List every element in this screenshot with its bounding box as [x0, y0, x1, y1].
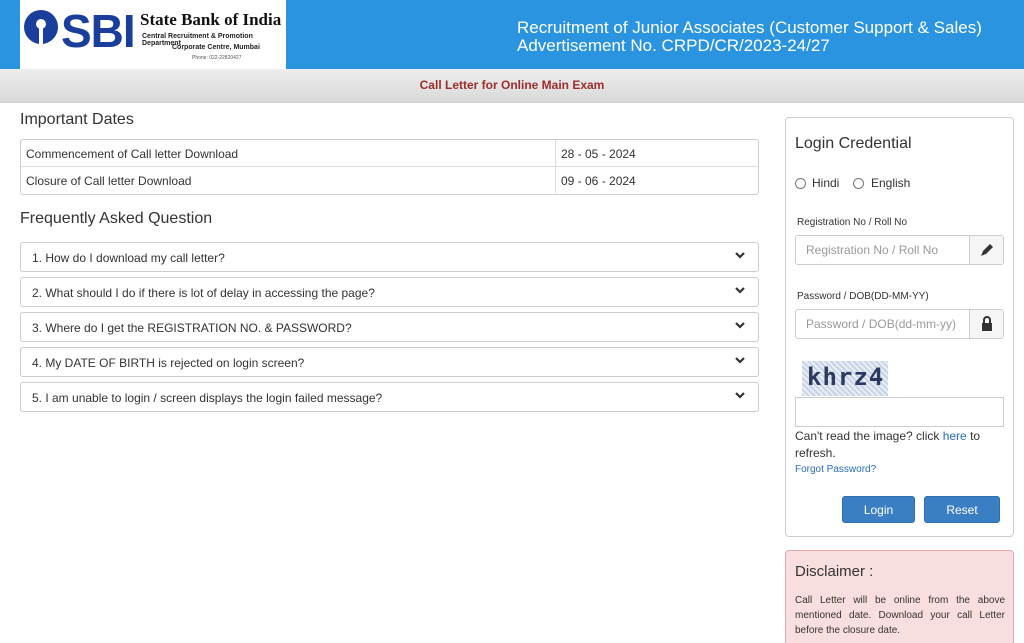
- faq-heading: Frequently Asked Question: [20, 210, 213, 227]
- chevron-down-icon: [734, 319, 746, 331]
- sbi-logo-icon: [24, 10, 58, 44]
- login-button[interactable]: Login: [842, 496, 915, 523]
- page-title: Call Letter for Online Main Exam: [419, 78, 605, 92]
- disclaimer-text: Call Letter will be online from the above mentioned date. Download your call Letter before the closure date.: [795, 595, 1005, 636]
- chevron-down-icon: [734, 284, 746, 296]
- password-field-group: [795, 309, 1004, 339]
- captcha-input[interactable]: [795, 397, 1004, 427]
- registration-field-group: [795, 235, 1004, 265]
- faq-question: 5. I am unable to login / screen displays the login failed message?: [32, 391, 383, 405]
- faq-item-delay[interactable]: [20, 277, 759, 307]
- date-row: [21, 140, 758, 167]
- disclaimer-title: Disclaimer :: [795, 563, 874, 580]
- header-bar: [0, 0, 1024, 69]
- date-label: Commencement of Call letter Download: [26, 147, 239, 161]
- radio-english[interactable]: [853, 178, 864, 189]
- registration-label: Registration No / Roll No: [797, 217, 908, 228]
- captcha-image: [802, 361, 888, 396]
- faq-question: 2. What should I do if there is lot of delay in accessing the page?: [32, 286, 375, 300]
- disclaimer-box: [785, 550, 1014, 643]
- chevron-down-icon: [734, 389, 746, 401]
- faq-question: 4. My DATE OF BIRTH is rejected on login screen?: [32, 356, 305, 370]
- bank-department: Central Recruitment & Promotion Department: [142, 33, 253, 47]
- bank-name: State Bank of India: [140, 10, 282, 29]
- password-input[interactable]: [796, 310, 970, 338]
- password-label: Password / DOB(DD-MM-YY): [797, 291, 929, 302]
- date-row: [21, 167, 758, 194]
- captcha-refresh-link[interactable]: here: [942, 429, 967, 443]
- registration-input[interactable]: [796, 236, 970, 264]
- sbi-logo-text: SBI: [61, 5, 135, 57]
- sub-title-bar: [0, 69, 1024, 103]
- faq-question: 3. Where do I get the REGISTRATION NO. & PASSWORD?: [32, 321, 352, 335]
- faq-question: 1. How do I download my call letter?: [32, 251, 225, 265]
- login-title: Login Credential: [795, 135, 912, 152]
- faq-item-registration[interactable]: [20, 312, 759, 342]
- bank-phone: Phone: 022-22820427: [192, 55, 242, 61]
- faq-item-download[interactable]: [20, 242, 759, 272]
- pencil-icon: [969, 236, 1003, 264]
- date-value: 09 - 06 - 2024: [555, 167, 759, 193]
- recruitment-title: Recruitment of Junior Associates (Customer Support & Sales): [517, 18, 982, 37]
- date-label: Closure of Call letter Download: [26, 174, 192, 188]
- date-value: 28 - 05 - 2024: [555, 140, 759, 166]
- radio-hindi[interactable]: [795, 178, 806, 189]
- captcha-text: khrz4: [807, 363, 885, 391]
- advertisement-number: Advertisement No. CRPD/CR/2023-24/27: [517, 36, 830, 55]
- chevron-down-icon: [734, 354, 746, 366]
- bank-centre: Corporate Centre, Mumbai: [172, 44, 260, 51]
- important-dates-table: [20, 139, 759, 195]
- captcha-refresh-text: Can't read the image? click here to refresh.: [795, 429, 981, 460]
- logo-block: [20, 0, 286, 69]
- login-panel: [785, 117, 1014, 537]
- lock-icon: [969, 310, 1003, 338]
- reset-button[interactable]: Reset: [924, 496, 1000, 523]
- forgot-password-link[interactable]: Forgot Password?: [795, 464, 877, 475]
- chevron-down-icon: [734, 249, 746, 261]
- radio-english-label: English: [871, 176, 911, 190]
- important-dates-heading: Important Dates: [20, 111, 134, 128]
- radio-hindi-label: Hindi: [812, 176, 840, 190]
- faq-item-login-failed[interactable]: [20, 382, 759, 412]
- faq-item-dob[interactable]: [20, 347, 759, 377]
